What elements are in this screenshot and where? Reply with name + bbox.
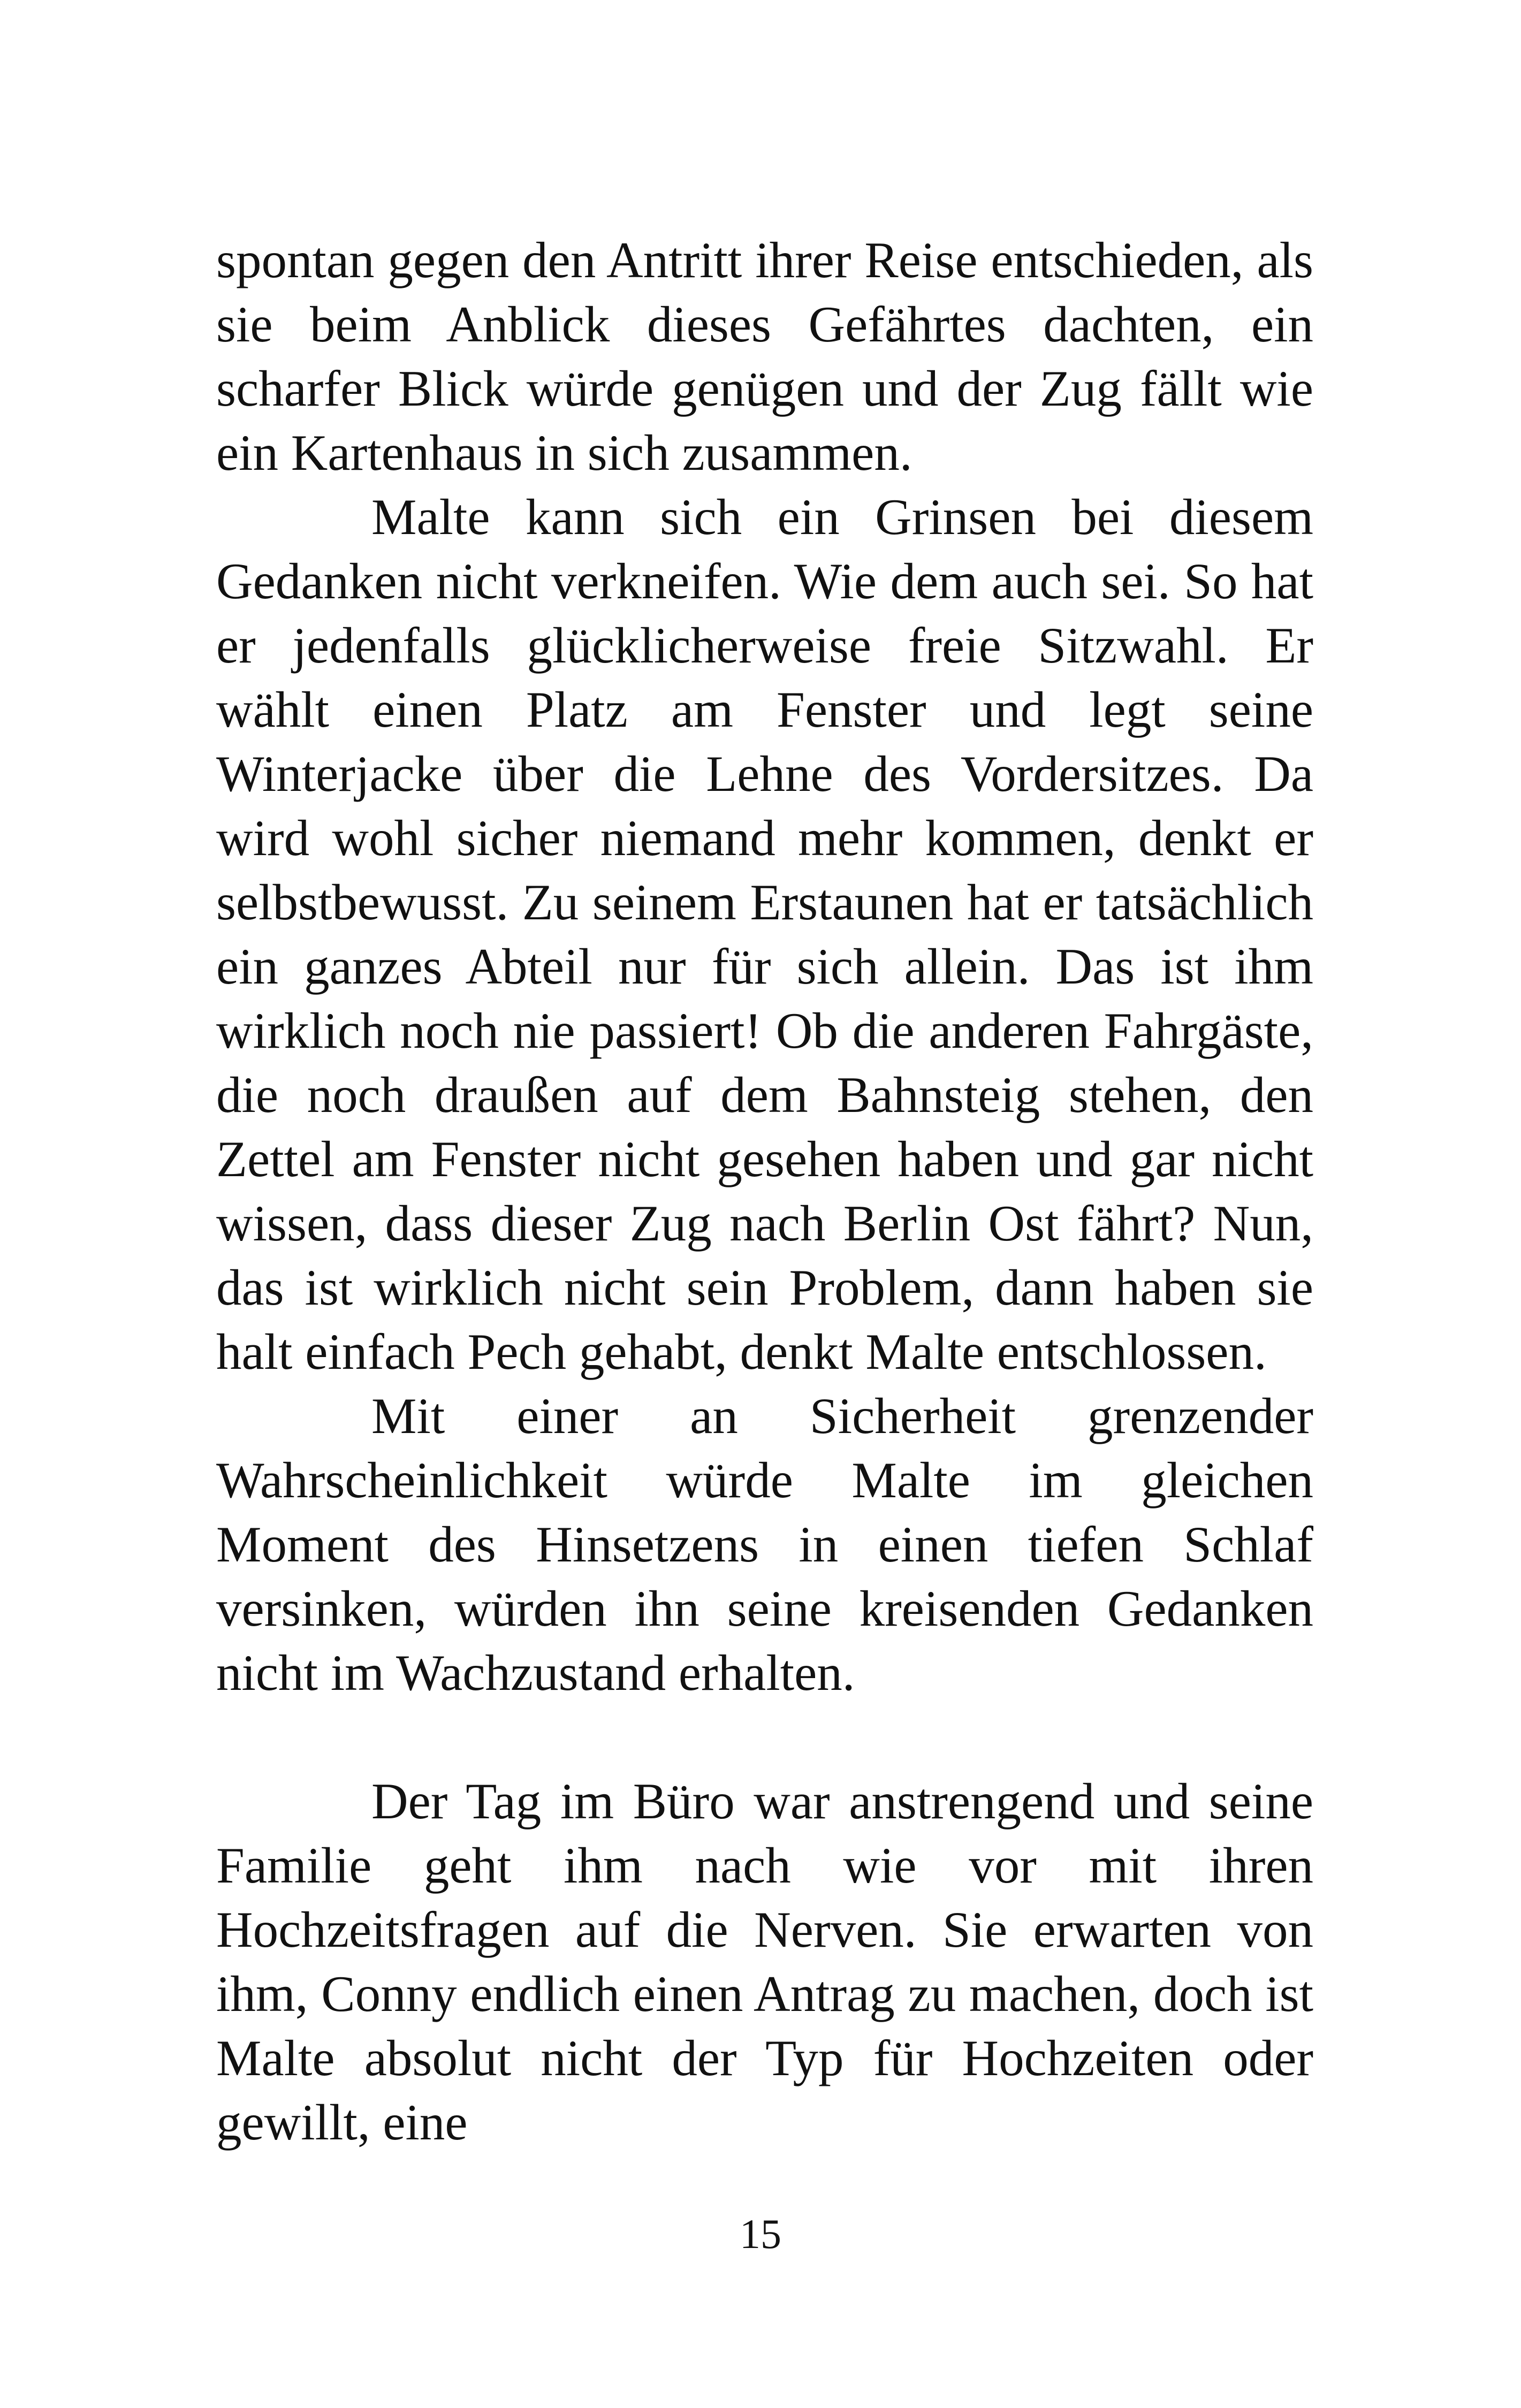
body-text (216, 228, 1313, 2154)
paragraph-3: Mit einer an Sicherheit grenzender Wahrscheinlichkeit würde Malte im gleichen Moment des Hinsetzens in einen tiefen Schlaf versinken, würden ihn seine kreisenden Gedanken nicht im Wachzustand erhalten. (216, 1388, 1313, 1701)
paragraph-2: Malte kann sich ein Grinsen bei diesem Gedanken nicht verkneifen. Wie dem auch sei. So hat er jedenfalls glücklicherweise freie Sitzwahl. Er wählt einen Platz am Fenster und legt seine Winterjacke über die Lehne des Vordersitzes. Da wird wohl sicher niemand mehr kommen, denkt er selbstbewusst. Zu seinem Erstaunen hat er tatsächlich ein ganzes Abteil nur für sich allein. Das ist ihm wirklich noch nie passiert! Ob die anderen Fahrgäste, die noch draußen auf dem Bahnsteig stehen, den Zettel am Fenster nicht gesehen haben und gar nicht wissen, dass dieser Zug nach Berlin Ost fährt? Nun, das ist wirklich nicht sein Problem, dann haben sie halt einfach Pech gehabt, denkt Malte entschlossen. (216, 489, 1313, 1380)
paragraph-4: Der Tag im Büro war anstrengend und seine Familie geht ihm nach wie vor mit ihren Hochzeitsfragen auf die Nerven. Sie erwarten von ihm, Conny endlich einen Antrag zu machen, doch ist Malte absolut nicht der Typ für Hochzeiten oder gewillt, eine (216, 1773, 1313, 2151)
page-number: 15 (740, 2211, 781, 2257)
paragraph-1: spontan gegen den Antritt ihrer Reise entschieden, als sie beim Anblick dieses Gefährtes dachten, ein scharfer Blick würde genügen und der Zug fällt wie ein Kartenhaus in sich zusammen. (216, 232, 1313, 481)
